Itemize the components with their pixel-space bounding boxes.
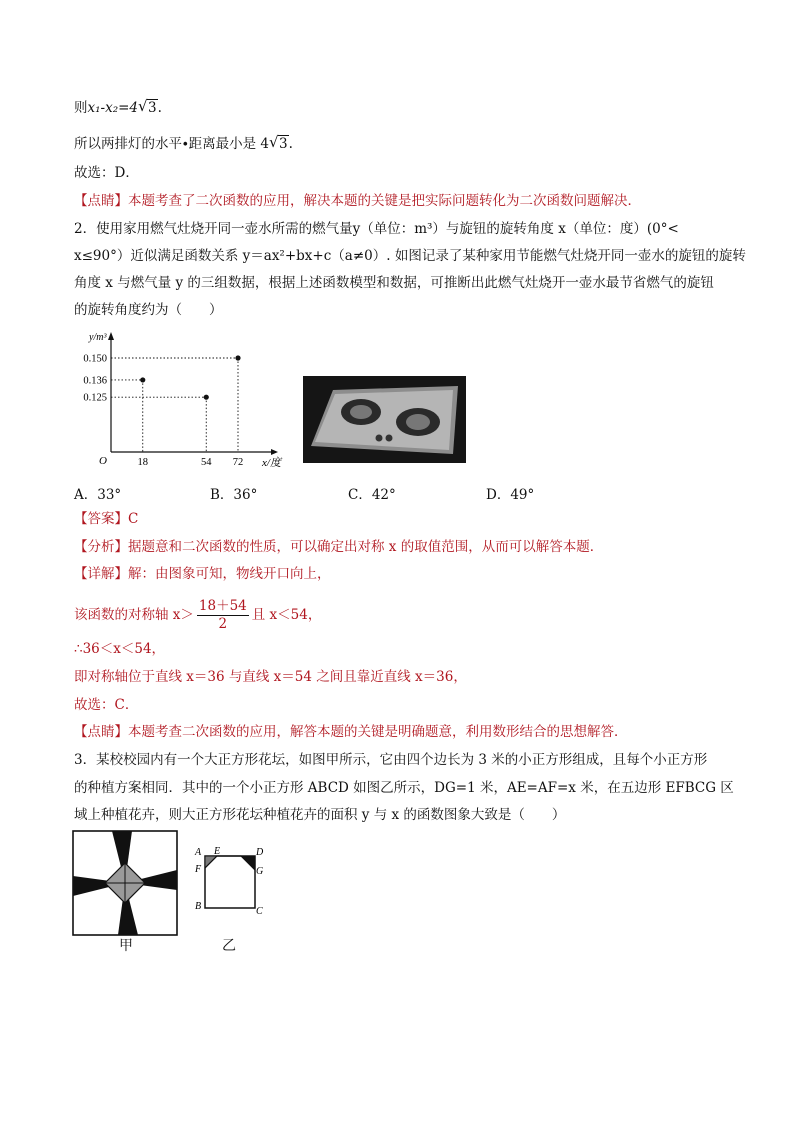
q2-detail-2 [74, 598, 321, 633]
fraction-den: 2 [218, 616, 228, 632]
analysis-text: 据题意和二次函数的性质，可以确定出对称 x 的取值范围，从而可以解答本题． [128, 539, 604, 555]
label-c: C [256, 906, 263, 917]
q3-line-3: 域上种植花卉，则大正方形花坛种植花卉的面积 y 与 x 的函数图象大致是（ ） [74, 807, 566, 823]
x-tick-label: 54 [201, 457, 212, 468]
option-d: D．49° [486, 487, 535, 503]
q2-line-1: 2．使用家用燃气灶烧开同一壶水所需的燃气量y（单位：m³）与旋钮的旋转角度 x（单位：度）(0°< [74, 221, 679, 237]
data-point [140, 377, 145, 382]
detail-tag: 【详解】 [74, 566, 128, 582]
detail-text: 且 x＜54， [251, 607, 322, 623]
fraction [197, 598, 249, 633]
origin-label: O [99, 455, 107, 467]
x-axis-arrow [271, 449, 278, 455]
comment-text: 本题考查了二次函数的应用，解决本题的关键是把实际问题转化为二次函数问题解决． [128, 193, 641, 209]
text: . [288, 136, 293, 152]
option-c: C．42° [348, 487, 396, 503]
prev-line-3: 故选：D． [74, 165, 139, 181]
figure-yi-caption: 乙 [222, 938, 236, 954]
q2-line-3: 角度 x 与燃气量 y 的三组数据，根据上述函数模型和数据，可推断出此燃气灶烧开一壶水最节省燃气的旋钮 [74, 275, 714, 291]
label-e: E [214, 846, 221, 857]
detail-text: 解：由图象可知，物线开口向上， [128, 566, 331, 582]
label-b: B [195, 901, 202, 912]
stove-illustration [303, 376, 466, 463]
math-expr: x₁-x₂=4 [87, 100, 139, 116]
q2-analysis [74, 538, 603, 556]
prev-line-2 [74, 135, 293, 153]
sqrt [269, 135, 289, 153]
analysis-tag: 【分析】 [74, 539, 128, 555]
sqrt [138, 99, 158, 117]
q2-detail-5: 故选：C． [74, 697, 139, 713]
comment-tag: 【点睛】 [74, 724, 128, 740]
gas-chart [74, 326, 294, 474]
data-point [204, 395, 209, 400]
text: 所以两排灯的水平∙距离最小是 4 [74, 136, 269, 152]
text: 则 [74, 100, 88, 116]
q3-line-2: 的种植方案相同．其中的一个小正方形 ABCD 如图乙所示，DG=1 米，AE=AF=x 米，在五边形 EFBCG 区 [74, 780, 734, 796]
fraction-num: 18＋54 [198, 598, 247, 614]
x-tick-label: 18 [137, 457, 148, 468]
figure-yi [192, 842, 268, 918]
q2-line-4: 的旋转角度约为（ ） [74, 302, 223, 318]
figure-jia [72, 830, 178, 936]
y-tick-label: 0.125 [83, 392, 107, 404]
answer-text: C [128, 511, 139, 527]
comment-text: 本题考查二次函数的应用，解答本题的关键是明确题意，利用数形结合的思想解答． [128, 724, 628, 740]
data-point [235, 355, 240, 360]
chart-layer [83, 332, 283, 469]
stove-photo [303, 376, 466, 463]
q2-detail-3: ∴36＜x＜54， [74, 641, 166, 657]
x-tick-label: 72 [232, 457, 244, 468]
q2-detail-4: 即对称轴位于直线 x＝36 与直线 x＝54 之间且靠近直线 x＝36， [74, 669, 467, 685]
y-axis-arrow [108, 332, 114, 340]
y-axis-label: y/m³ [89, 332, 107, 343]
q2-answer [74, 510, 138, 528]
q2-line-2: x≤90°）近似满足函数关系 y＝ax²+bx+c（a≠0）. 如图记录了某种家用节能燃气灶烧开同一壶水的旋钮的旋转 [74, 248, 746, 264]
label-d: D [256, 847, 264, 858]
y-tick-label: 0.150 [83, 353, 107, 365]
detail-text: 该函数的对称轴 x＞ [74, 607, 194, 623]
option-a: A．33° [74, 487, 122, 503]
radicand: 3 [279, 136, 288, 152]
q3-line-1: 3．某校校园内有一个大正方形花坛，如图甲所示，它由四个边长为 3 米的小正方形组成，且每个小正方形 [74, 752, 708, 768]
option-b: B．36° [210, 487, 258, 503]
q2-detail-1 [74, 565, 331, 583]
label-f: F [195, 864, 202, 875]
figure-jia-caption: 甲 [119, 938, 133, 954]
y-tick-label: 0.136 [83, 375, 107, 387]
comment-tag: 【点睛】 [74, 193, 128, 209]
text: . [157, 100, 162, 116]
label-g: G [256, 866, 264, 877]
q2-comment [74, 723, 628, 741]
label-a: A [195, 847, 202, 858]
prev-comment [74, 192, 641, 210]
x-axis-label: x/度 [262, 457, 281, 469]
answer-tag: 【答案】 [74, 511, 128, 527]
radicand: 3 [148, 100, 157, 116]
prev-line-1 [74, 99, 162, 117]
